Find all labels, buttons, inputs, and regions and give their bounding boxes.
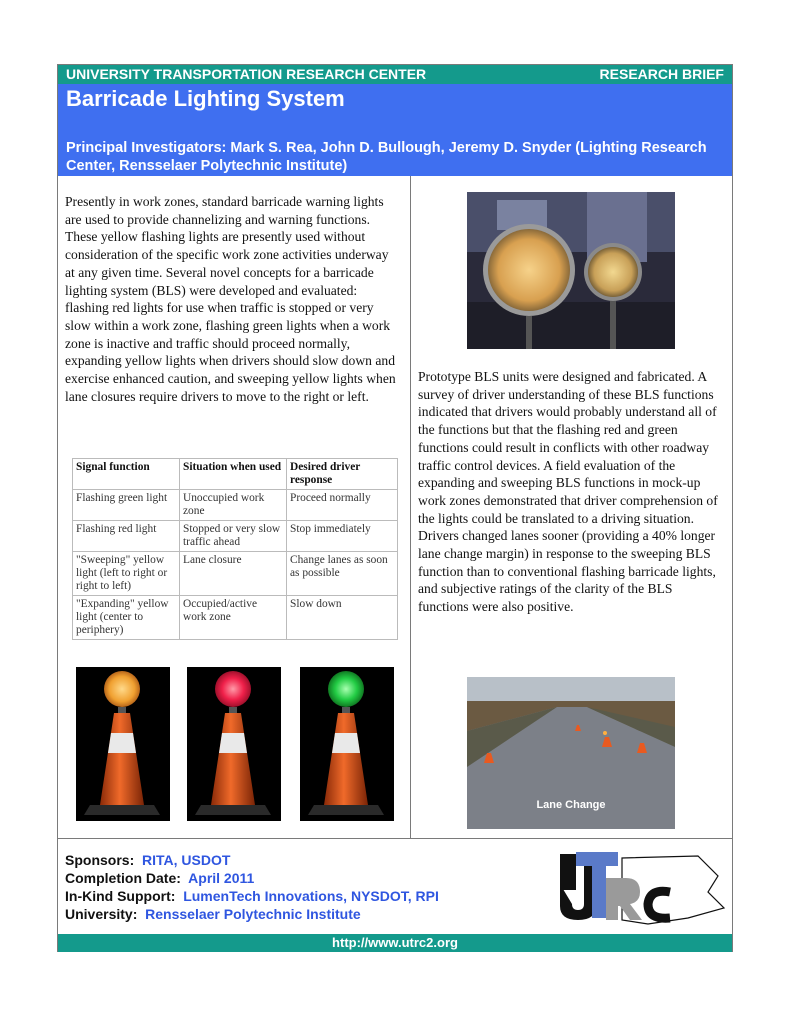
header-bar bbox=[58, 65, 732, 84]
inkind-support-label: In-Kind Support: bbox=[65, 888, 176, 904]
table-row bbox=[73, 490, 398, 521]
brief-frame bbox=[57, 64, 733, 952]
inkind-support-line bbox=[65, 887, 439, 905]
org-name: UNIVERSITY TRANSPORTATION RESEARCH CENTER bbox=[66, 66, 427, 82]
table-cell: Change lanes as soon as possible bbox=[287, 552, 398, 596]
table-row bbox=[73, 596, 398, 640]
university-label: University: bbox=[65, 906, 138, 922]
table-cell: Unoccupied work zone bbox=[180, 490, 287, 521]
footer-divider bbox=[58, 838, 732, 839]
table-row bbox=[73, 552, 398, 596]
completion-date-line bbox=[65, 869, 439, 887]
sponsors-line bbox=[65, 851, 439, 869]
table-header: Situation when used bbox=[180, 459, 287, 490]
brief-type: RESEARCH BRIEF bbox=[599, 66, 724, 82]
yellow-light-cone-photo bbox=[76, 667, 170, 821]
table-cell: "Expanding" yellow light (center to periphery) bbox=[73, 596, 180, 640]
utrc-logo bbox=[548, 848, 726, 928]
university-value: Rensselaer Polytechnic Institute bbox=[145, 906, 361, 922]
table-cell: Flashing red light bbox=[73, 521, 180, 552]
table-cell: "Sweeping" yellow light (left to right or right to left) bbox=[73, 552, 180, 596]
table-cell: Stop immediately bbox=[287, 521, 398, 552]
table-row bbox=[73, 521, 398, 552]
university-line bbox=[65, 905, 439, 923]
table-header-row bbox=[73, 459, 398, 490]
table-header: Signal function bbox=[73, 459, 180, 490]
principal-investigators: Principal Investigators: Mark S. Rea, John D. Bullough, Jeremy D. Snyder (Lighting Research Center, Rensselaer Polytechnic Institute) bbox=[66, 140, 707, 174]
credits-block bbox=[65, 851, 439, 923]
table-cell: Occupied/active work zone bbox=[180, 596, 287, 640]
table-cell: Lane closure bbox=[180, 552, 287, 596]
sponsors-label: Sponsors: bbox=[65, 852, 135, 868]
completion-date-label: Completion Date: bbox=[65, 870, 181, 886]
table-cell: Stopped or very slow traffic ahead bbox=[180, 521, 287, 552]
sponsors-value: RITA, USDOT bbox=[142, 852, 231, 868]
page-title: Barricade Lighting System bbox=[66, 86, 345, 111]
column-divider bbox=[410, 176, 411, 838]
completion-date-value: April 2011 bbox=[188, 870, 255, 886]
title-band bbox=[58, 84, 732, 176]
inkind-support-value: LumenTech Innovations, NYSDOT, RPI bbox=[183, 888, 439, 904]
website-url[interactable]: http://www.utrc2.org bbox=[58, 934, 732, 952]
lane-change-photo bbox=[467, 677, 675, 829]
table-header: Desired driver response bbox=[287, 459, 398, 490]
bls-prototype-photo bbox=[467, 192, 675, 349]
red-light-cone-photo bbox=[187, 667, 281, 821]
intro-paragraph: Presently in work zones, standard barricade warning lights are used to provide channelizing and warning functions. These yellow flashing lights are presently used without consideration of the specific work zone activities underway at any given time. Several novel concepts for a barricade lighting system (BLS) were developed and evaluated: flashing red lights for use when traffic is stopped or very slow within a work zone, flashing green lights when a work zone is inactive and traffic should proceed normally, expanding yellow lights when drivers should slow down and exercise enhanced caution, and sweeping yellow lights when lane closures require drivers to move to the right or left. bbox=[65, 194, 396, 404]
table-cell: Proceed normally bbox=[287, 490, 398, 521]
signal-function-table bbox=[72, 458, 398, 640]
findings-paragraph: Prototype BLS units were designed and fabricated. A survey of driver understanding of these BLS functions indicated that drivers would probably understand all of the functions but that the flashing red and green functions could result in conflicts with other roadway traffic control devices. A field evaluation of the expanding and sweeping BLS functions in mock-up work zones demonstrated that driver comprehension of the lights could be translated to a driving situation. Drivers changed lanes sooner (providing a 40% longer lane change margin) in response to the sweeping BLS function than to conventional flashing barricade lights, and subjective ratings of the clarity of the BLS functions were also positive. bbox=[418, 369, 718, 615]
table-cell: Flashing green light bbox=[73, 490, 180, 521]
table-cell: Slow down bbox=[287, 596, 398, 640]
photo-caption: Lane Change bbox=[536, 799, 606, 811]
green-light-cone-photo bbox=[300, 667, 394, 821]
